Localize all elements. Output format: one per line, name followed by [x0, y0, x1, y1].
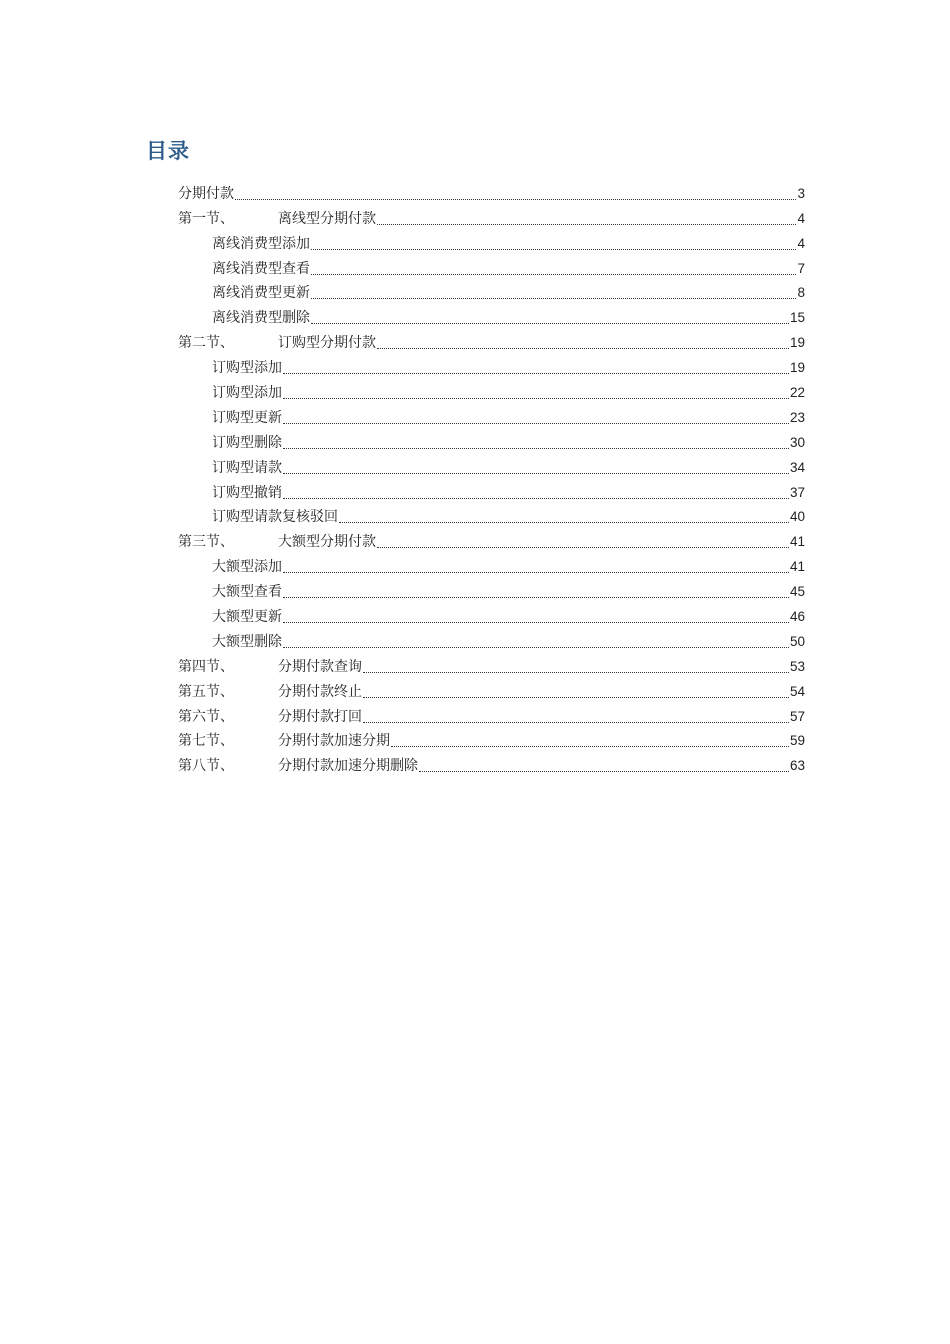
toc-dot-leader [391, 732, 789, 750]
toc-entry-page-number[interactable]: 4 [797, 210, 805, 226]
toc-title: 目录 [146, 139, 190, 163]
toc-dot-leader [283, 583, 789, 601]
toc-dot-leader [311, 309, 789, 327]
toc-entry-page-number[interactable]: 23 [789, 409, 805, 425]
toc-entry-page-number[interactable]: 40 [789, 509, 805, 525]
toc-entry-label[interactable]: 大额型更新 [212, 609, 282, 626]
toc-entry[interactable] [0, 676, 950, 701]
toc-entry[interactable] [0, 327, 950, 352]
toc-dot-leader [283, 633, 789, 651]
toc-entry-section-number: 第三节、 [178, 534, 234, 551]
toc-dot-leader [235, 185, 796, 203]
toc-entry[interactable] [0, 377, 950, 402]
toc-dot-leader [363, 658, 789, 676]
toc-entry[interactable] [0, 651, 950, 676]
toc-entry-page-number[interactable]: 46 [789, 609, 805, 625]
toc-entry[interactable] [0, 750, 950, 775]
toc-entry-label[interactable]: 离线消费型查看 [212, 260, 310, 277]
toc-dot-leader [419, 757, 789, 775]
toc-entry[interactable] [0, 576, 950, 601]
toc-dot-leader [363, 683, 789, 701]
toc-entry-label[interactable]: 分期付款 [178, 185, 234, 202]
toc-entry-label[interactable]: 大额型分期付款 [278, 534, 376, 551]
toc-entry-page-number[interactable]: 59 [789, 733, 805, 749]
toc-entry-page-number[interactable]: 19 [789, 360, 805, 376]
toc-dot-leader [377, 334, 789, 352]
toc-entry[interactable] [0, 278, 950, 303]
toc-entry-section-number: 第七节、 [178, 733, 234, 750]
toc-entry[interactable] [0, 726, 950, 751]
toc-dot-leader [311, 235, 796, 253]
toc-dot-leader [283, 558, 789, 576]
toc-entry-label[interactable]: 订购型删除 [212, 434, 282, 451]
toc-dot-leader [283, 484, 789, 502]
toc-dot-leader [377, 210, 796, 228]
toc-entry-label[interactable]: 订购型请款复核驳回 [212, 509, 338, 526]
toc-dot-leader [283, 434, 789, 452]
toc-entry-label[interactable]: 分期付款终止 [278, 683, 362, 700]
toc-dot-leader [363, 708, 789, 726]
toc-dot-leader [283, 409, 789, 427]
toc-entry[interactable] [0, 302, 950, 327]
toc-dot-leader [283, 384, 789, 402]
toc-entry-page-number[interactable]: 22 [789, 385, 805, 401]
toc-entry-section-number: 第二节、 [178, 335, 234, 352]
toc-entry[interactable] [0, 477, 950, 502]
toc-entry[interactable] [0, 352, 950, 377]
toc-entry-label[interactable]: 分期付款打回 [278, 708, 362, 725]
toc-entry-page-number[interactable]: 53 [789, 658, 805, 674]
toc-entry-page-number[interactable]: 4 [797, 235, 805, 251]
toc-entry[interactable] [0, 452, 950, 477]
toc-entry-section-number: 第四节、 [178, 658, 234, 675]
toc-dot-leader [283, 359, 789, 377]
toc-entry[interactable] [0, 601, 950, 626]
toc-dot-leader [339, 508, 789, 526]
toc-entry-page-number[interactable]: 34 [789, 459, 805, 475]
toc-entry[interactable] [0, 203, 950, 228]
toc-dot-leader [311, 284, 796, 302]
toc-entry-page-number[interactable]: 3 [797, 185, 805, 201]
toc-dot-leader [377, 533, 789, 551]
toc-entry-section-number: 第八节、 [178, 758, 234, 775]
toc-entry-label[interactable]: 离线消费型添加 [212, 235, 310, 252]
toc-entry[interactable] [0, 178, 950, 203]
toc-entry-page-number[interactable]: 50 [789, 633, 805, 649]
toc-entry-label[interactable]: 分期付款查询 [278, 658, 362, 675]
toc-entry-page-number[interactable]: 41 [789, 534, 805, 550]
toc-entry-page-number[interactable]: 7 [797, 260, 805, 276]
toc-entry[interactable] [0, 402, 950, 427]
toc-entry-label[interactable]: 分期付款加速分期 [278, 733, 390, 750]
toc-entry-page-number[interactable]: 15 [789, 310, 805, 326]
toc-entry-page-number[interactable]: 41 [789, 559, 805, 575]
toc-entry[interactable] [0, 427, 950, 452]
toc-entry-page-number[interactable]: 57 [789, 708, 805, 724]
toc-entry-page-number[interactable]: 45 [789, 584, 805, 600]
toc-list [0, 178, 950, 775]
toc-entry-label[interactable]: 大额型添加 [212, 559, 282, 576]
toc-entry[interactable] [0, 551, 950, 576]
toc-entry[interactable] [0, 701, 950, 726]
toc-entry-page-number[interactable]: 63 [789, 758, 805, 774]
toc-entry-label[interactable]: 订购型撤销 [212, 484, 282, 501]
toc-entry-page-number[interactable]: 19 [789, 335, 805, 351]
toc-entry[interactable] [0, 253, 950, 278]
toc-entry-label[interactable]: 订购型添加 [212, 360, 282, 377]
toc-dot-leader [283, 459, 789, 477]
toc-dot-leader [311, 260, 796, 278]
toc-entry-page-number[interactable]: 37 [789, 484, 805, 500]
toc-entry-page-number[interactable]: 54 [789, 683, 805, 699]
toc-entry[interactable] [0, 228, 950, 253]
toc-entry-label[interactable]: 订购型添加 [212, 385, 282, 402]
toc-entry-label[interactable]: 订购型更新 [212, 409, 282, 426]
toc-entry-label[interactable]: 订购型分期付款 [278, 335, 376, 352]
toc-entry-section-number: 第六节、 [178, 708, 234, 725]
toc-entry[interactable] [0, 502, 950, 527]
toc-entry-label[interactable]: 离线消费型删除 [212, 310, 310, 327]
toc-entry-label[interactable]: 订购型请款 [212, 459, 282, 476]
toc-entry-page-number[interactable]: 30 [789, 434, 805, 450]
toc-entry-page-number[interactable]: 8 [797, 285, 805, 301]
toc-entry-label[interactable]: 大额型删除 [212, 633, 282, 650]
toc-entry[interactable] [0, 526, 950, 551]
toc-entry-label[interactable]: 大额型查看 [212, 584, 282, 601]
toc-entry-label[interactable]: 分期付款加速分期删除 [278, 758, 418, 775]
toc-entry-label[interactable]: 离线型分期付款 [278, 210, 376, 227]
toc-entry[interactable] [0, 626, 950, 651]
toc-entry-label[interactable]: 离线消费型更新 [212, 285, 310, 302]
toc-entry-section-number: 第五节、 [178, 683, 234, 700]
toc-entry-section-number: 第一节、 [178, 210, 234, 227]
toc-dot-leader [283, 608, 789, 626]
